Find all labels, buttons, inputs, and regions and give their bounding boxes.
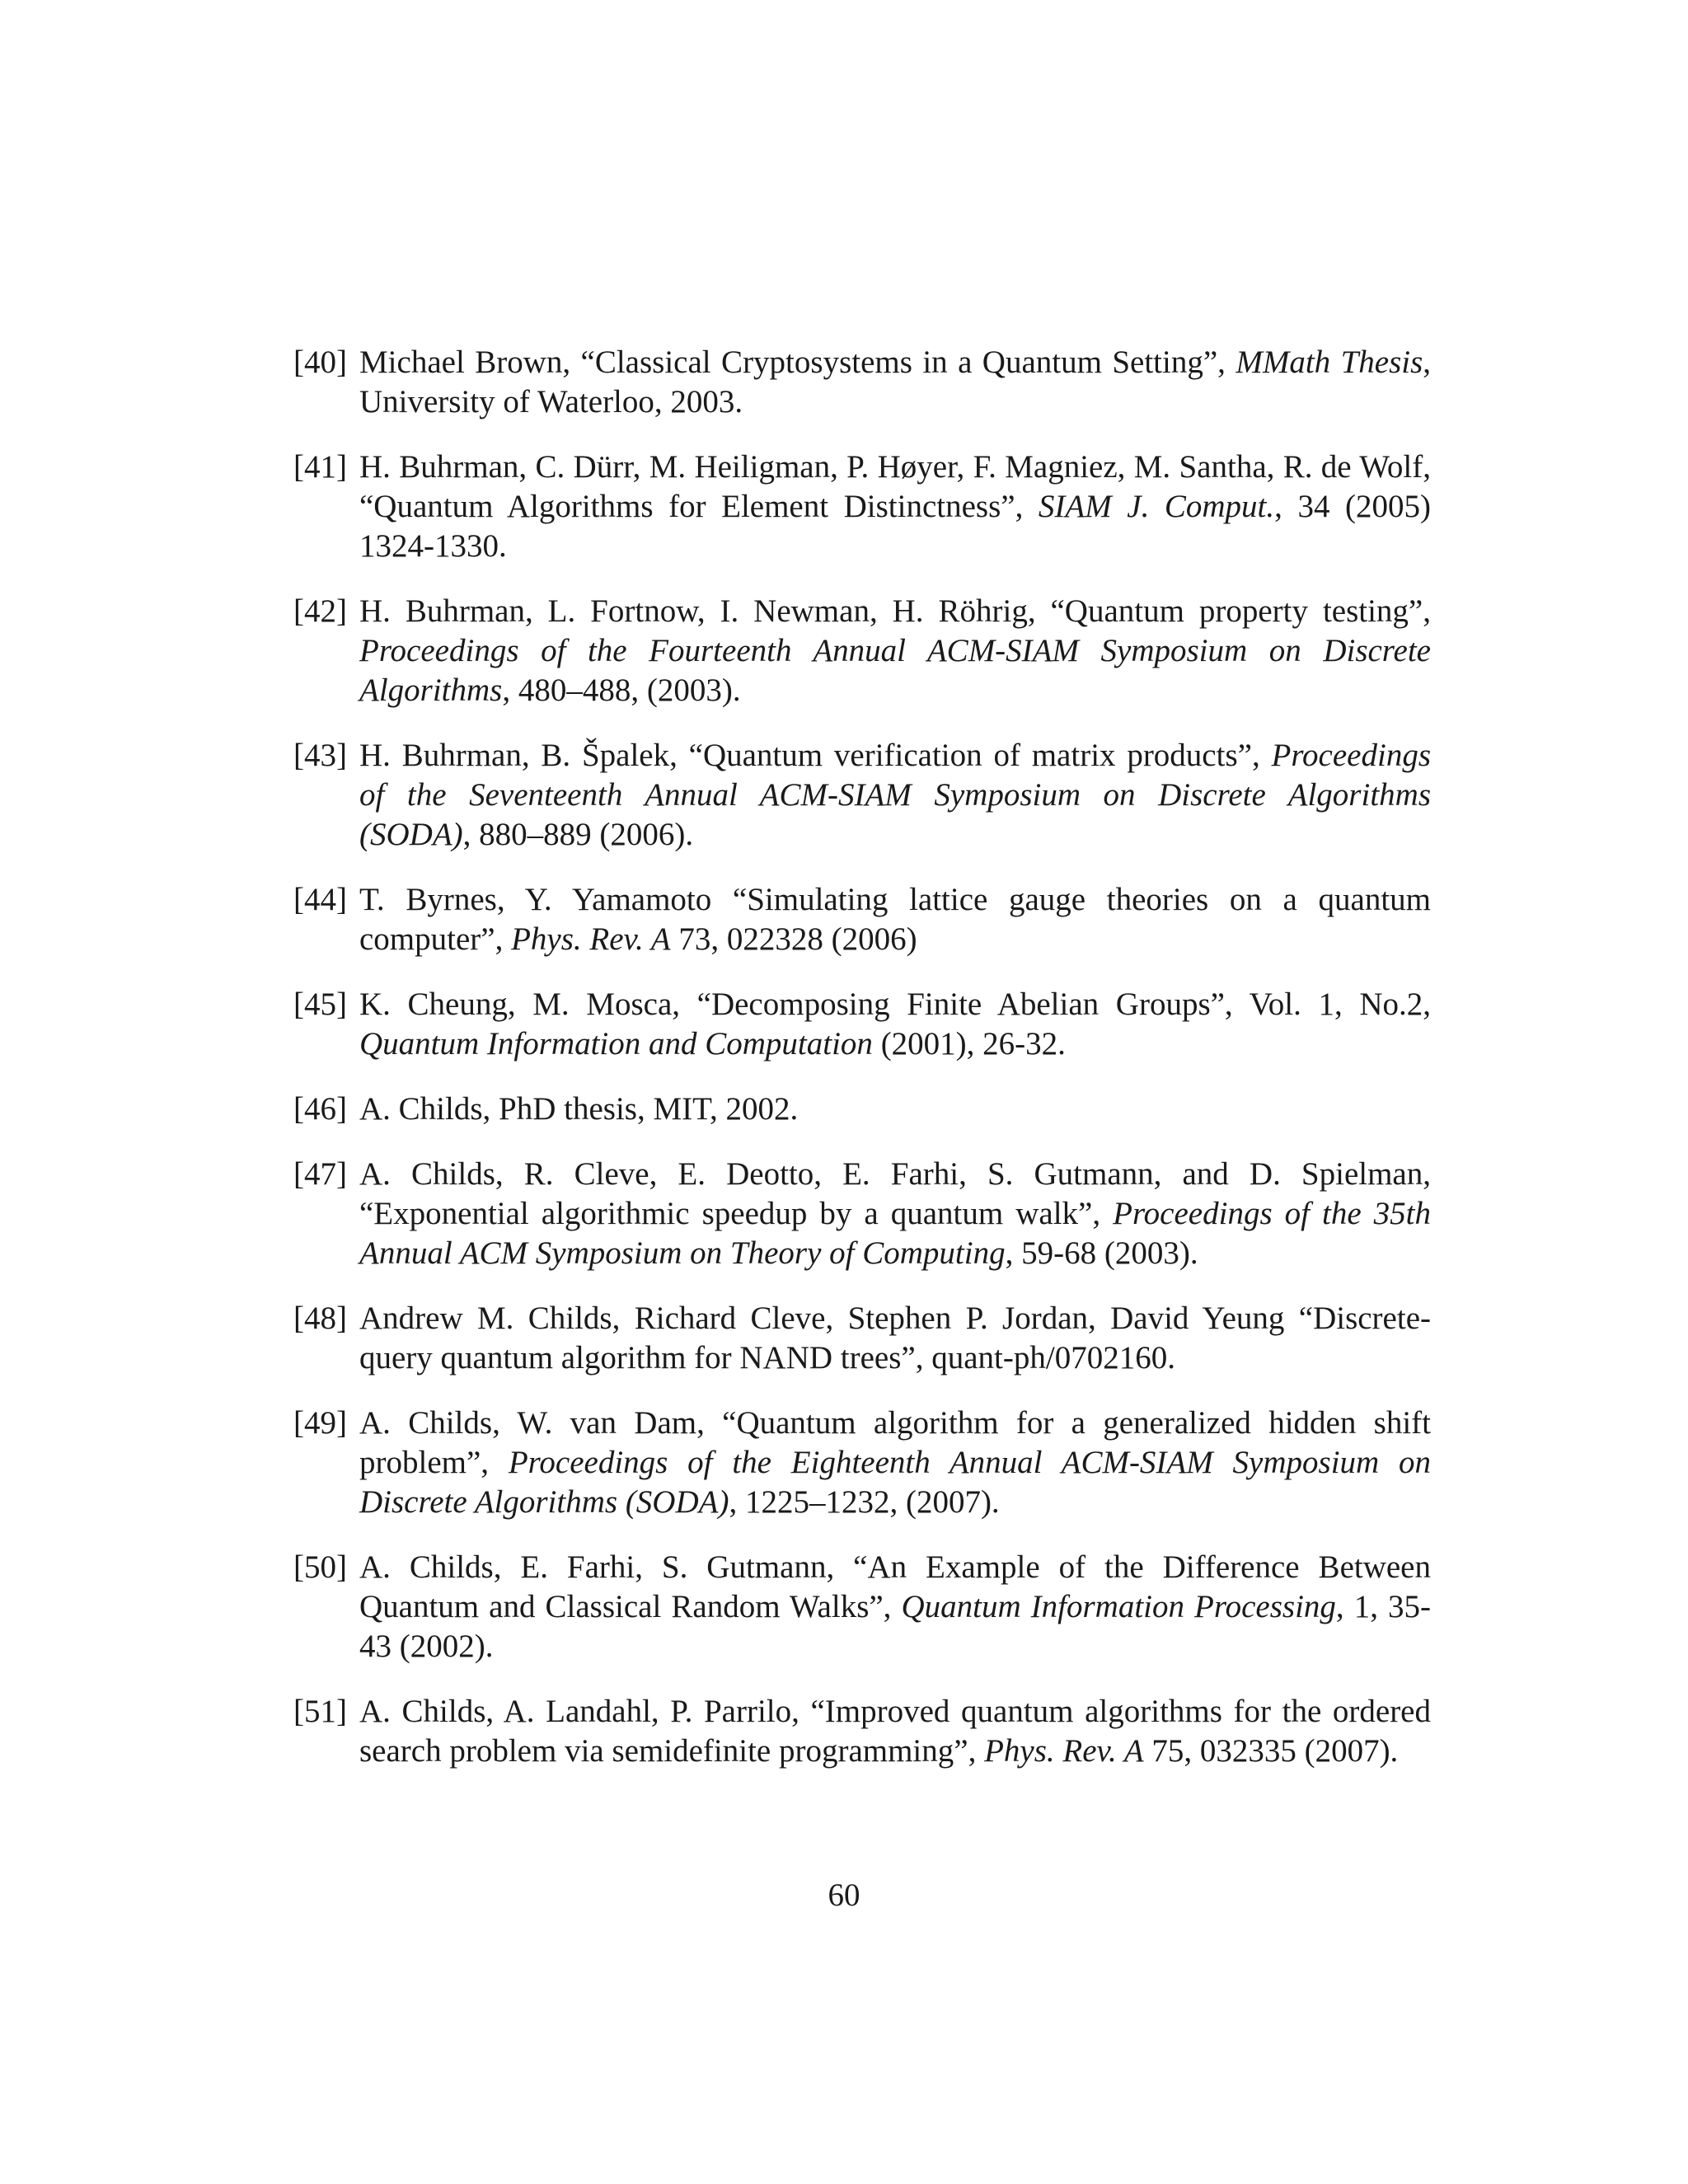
reference-entry <box>293 1299 1431 1378</box>
reference-entry <box>293 1404 1431 1522</box>
reference-number: [46] <box>293 1091 347 1127</box>
reference-number: [41] <box>293 449 347 485</box>
reference-segment: , 880–889 (2006). <box>462 817 694 852</box>
reference-text <box>359 1299 1431 1378</box>
reference-segment: , 34 (2005) 1324-1330. <box>359 489 1431 564</box>
reference-venue: Proceedings of the 35th Annual ACM Symposium on Theory of Computing <box>359 1196 1431 1271</box>
reference-text <box>359 1155 1431 1273</box>
reference-number: [42] <box>293 593 347 629</box>
reference-text <box>359 592 1431 710</box>
reference-segment: T. Byrnes, Y. Yamamoto “Simulating lattice gauge theories on a quantum computer”, <box>359 882 1431 957</box>
reference-segment: H. Buhrman, C. Dürr, M. Heiligman, P. Høyer, F. Magniez, M. Santha, R. de Wolf, “Quantum Algorithms for Element Distinctness”, <box>359 449 1431 524</box>
reference-segment: A. Childs, PhD thesis, MIT, 2002. <box>359 1091 799 1127</box>
reference-number: [47] <box>293 1156 347 1192</box>
reference-segment: 73, 022328 (2006) <box>670 921 917 957</box>
reference-segment: H. Buhrman, B. Špalek, “Quantum verification of matrix products”, <box>359 738 1272 773</box>
reference-entry <box>293 592 1431 710</box>
reference-entry <box>293 736 1431 855</box>
reference-list <box>293 343 1431 1797</box>
reference-segment: , 480–488, (2003). <box>502 673 741 708</box>
reference-segment: K. Cheung, M. Mosca, “Decomposing Finite Abelian Groups”, Vol. 1, No.2, <box>359 987 1431 1022</box>
reference-segment: , University of Waterloo, 2003. <box>359 344 1432 419</box>
reference-text <box>359 1692 1431 1771</box>
reference-number: [49] <box>293 1405 347 1441</box>
reference-venue: MMath Thesis <box>1236 344 1423 380</box>
reference-segment: Andrew M. Childs, Richard Cleve, Stephen P. Jordan, David Yeung “Discrete-query quantum algorithm for NAND trees”, quant-ph/0702160. <box>359 1301 1431 1376</box>
reference-venue: SIAM J. Comput. <box>1038 489 1275 524</box>
reference-entry <box>293 1155 1431 1273</box>
reference-number: [44] <box>293 882 347 917</box>
reference-segment: A. Childs, R. Cleve, E. Deotto, E. Farhi, S. Gutmann, and D. Spielman, “Exponential algorithmic speedup by a quantum walk”, <box>359 1156 1431 1231</box>
reference-segment: , 59-68 (2003). <box>1005 1235 1198 1271</box>
page-number: 60 <box>828 1877 860 1913</box>
reference-text <box>359 1090 1431 1129</box>
reference-entry <box>293 1090 1431 1129</box>
reference-venue: Phys. Rev. A <box>984 1733 1144 1769</box>
reference-entry <box>293 448 1431 566</box>
reference-number: [50] <box>293 1549 347 1585</box>
reference-venue: Proceedings of the Seventeenth Annual ACM-SIAM Symposium on Discrete Algorithms (SODA) <box>359 738 1431 852</box>
reference-segment: A. Childs, A. Landahl, P. Parrilo, “Improved quantum algorithms for the ordered search problem via semidefinite programming”, <box>359 1694 1431 1769</box>
reference-text <box>359 1548 1431 1666</box>
reference-entry <box>293 1692 1431 1771</box>
reference-number: [51] <box>293 1694 347 1729</box>
reference-number: [45] <box>293 987 347 1022</box>
reference-text <box>359 343 1431 422</box>
reference-segment: Michael Brown, “Classical Cryptosystems in a Quantum Setting”, <box>359 344 1236 380</box>
reference-text <box>359 1404 1431 1522</box>
reference-text <box>359 880 1431 959</box>
reference-entry <box>293 985 1431 1064</box>
reference-number: [43] <box>293 738 347 773</box>
reference-venue: Quantum Information Processing <box>901 1589 1336 1624</box>
reference-entry <box>293 880 1431 959</box>
reference-entry <box>293 343 1431 422</box>
reference-segment: , 1225–1232, (2007). <box>729 1484 1000 1520</box>
reference-number: [40] <box>293 344 347 380</box>
reference-text <box>359 736 1431 855</box>
reference-venue: Phys. Rev. A <box>511 921 671 957</box>
reference-text <box>359 448 1431 566</box>
reference-venue: Proceedings of the Eighteenth Annual ACM-SIAM Symposium on Discrete Algorithms (SODA) <box>359 1445 1432 1520</box>
reference-number: [48] <box>293 1301 347 1336</box>
reference-entry <box>293 1548 1431 1666</box>
reference-text <box>359 985 1431 1064</box>
reference-segment: (2001), 26-32. <box>872 1026 1066 1062</box>
reference-segment: A. Childs, W. van Dam, “Quantum algorithm for a generalized hidden shift problem”, <box>359 1405 1431 1480</box>
reference-segment: A. Childs, E. Farhi, S. Gutmann, “An Example of the Difference Between Quantum and Classical Random Walks”, <box>359 1549 1431 1624</box>
reference-segment: H. Buhrman, L. Fortnow, I. Newman, H. Röhrig, “Quantum property testing”, <box>359 593 1431 629</box>
reference-venue: Proceedings of the Fourteenth Annual ACM-SIAM Symposium on Discrete Algorithms <box>359 633 1431 708</box>
reference-venue: Quantum Information and Computation <box>359 1026 873 1062</box>
reference-segment: , 1, 35-43 (2002). <box>359 1589 1431 1664</box>
reference-segment: 75, 032335 (2007). <box>1143 1733 1399 1769</box>
